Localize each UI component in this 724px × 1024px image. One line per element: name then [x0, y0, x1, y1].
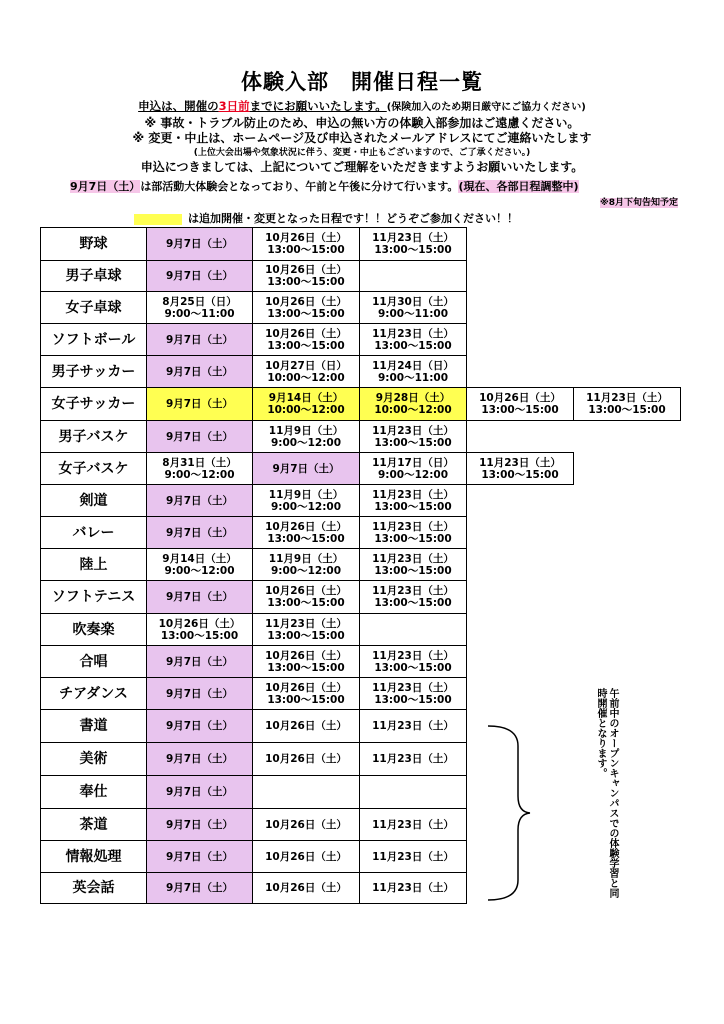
- session-cell: [359, 613, 467, 646]
- session-time: 13:00～15:00: [267, 339, 345, 352]
- session-date: 11月23日（土）: [372, 850, 454, 863]
- session-date: 11月23日（土）: [372, 753, 454, 765]
- club-name: 茶道: [40, 808, 147, 841]
- session-cell: [359, 840, 467, 873]
- session-cell: [146, 808, 253, 841]
- session-cell: [359, 484, 467, 517]
- club-name: 男子卓球: [40, 260, 147, 292]
- session-time: 13:00～15:00: [374, 661, 452, 674]
- session-cell: [252, 742, 360, 776]
- session-date: 10月26日（土）: [265, 327, 347, 340]
- notice-deadline-text2: までにお願いいたします。: [249, 99, 387, 113]
- session-cell: [359, 709, 467, 743]
- session-cell: [146, 580, 253, 614]
- session-date: 10月26日（土）: [479, 392, 561, 404]
- club-name: 英会話: [40, 872, 147, 904]
- club-name: 野球: [40, 227, 147, 261]
- club-name: 女子卓球: [40, 291, 147, 324]
- session-date: 9月7日（土）: [165, 398, 234, 410]
- session-time: 13:00～15:00: [267, 532, 345, 545]
- session-date: 11月30日（土）: [372, 295, 454, 308]
- club-name: 陸上: [40, 548, 147, 581]
- session-date: 10月26日（土）: [265, 818, 347, 831]
- session-time: 10:00～12:00: [267, 371, 345, 384]
- session-cell: [252, 677, 360, 710]
- session-date: 11月23日（土）: [372, 681, 454, 694]
- session-time: 13:00～15:00: [588, 404, 666, 416]
- session-cell: [252, 260, 360, 292]
- session-time: 10:00～12:00: [267, 404, 345, 416]
- session-date: 11月23日（土）: [372, 424, 454, 437]
- session-date: 11月23日（土）: [372, 585, 454, 597]
- session-cell: [252, 808, 360, 841]
- club-name: 男子サッカー: [40, 355, 147, 388]
- session-time: 13:00～15:00: [481, 404, 559, 416]
- session-time: 9:00～12:00: [270, 436, 342, 449]
- session-time: 13:00～15:00: [267, 276, 345, 288]
- notice-deadline-small: (保険加入のため期日厳守にご協力ください): [386, 102, 586, 113]
- club-name: 男子バスケ: [40, 420, 147, 453]
- session-time: 13:00～15:00: [267, 629, 345, 642]
- session-date: 10月26日（土）: [158, 617, 241, 630]
- notice-deadline-text1: 申込は、開催の: [138, 99, 219, 113]
- notice-deadline: [0, 98, 724, 114]
- session-cell: [146, 775, 253, 809]
- session-date: 10月26日（土）: [265, 295, 347, 308]
- session-cell: [252, 323, 360, 356]
- session-date: 10月26日（土）: [265, 720, 347, 732]
- session-cell: [146, 872, 253, 904]
- session-cell: [359, 227, 467, 261]
- session-time: 13:00～15:00: [481, 468, 559, 481]
- side-note: 午前中のオープンキャンパスでの体験学習と同時開催となります。: [595, 688, 618, 898]
- session-cell: [252, 484, 360, 517]
- session-time: 10:00～12:00: [374, 404, 452, 416]
- session-cell: [252, 355, 360, 388]
- session-date: 9月7日（土）: [165, 687, 234, 700]
- session-cell: [146, 548, 253, 581]
- session-cell: [146, 742, 253, 776]
- session-cell: [359, 775, 467, 809]
- session-date: 11月23日（土）: [372, 488, 454, 501]
- session-cell: [359, 548, 467, 581]
- club-name: ソフトボール: [40, 323, 147, 356]
- session-cell: [573, 387, 681, 421]
- session-time: 9:00～12:00: [377, 468, 449, 481]
- session-cell: [252, 645, 360, 678]
- session-date: 9月7日（土）: [165, 850, 234, 863]
- session-cell: [359, 580, 467, 614]
- session-date: 9月7日（土）: [165, 655, 234, 668]
- club-name: 美術: [40, 742, 147, 776]
- session-date: 9月7日（土）: [165, 753, 234, 765]
- session-date: 9月7日（土）: [165, 238, 234, 250]
- session-cell: [252, 775, 360, 809]
- notice-announce: [600, 195, 678, 208]
- session-date: 11月23日（土）: [372, 520, 454, 533]
- session-date: 9月7日（土）: [272, 462, 340, 475]
- notice-deadline-days: 3日前: [218, 99, 250, 113]
- session-cell: [146, 355, 253, 388]
- session-date: 9月7日（土）: [165, 365, 234, 378]
- session-date: 9月7日（土）: [165, 270, 234, 282]
- notice-big-event-status: (現在、各部日程調整中): [458, 180, 579, 193]
- club-name: 女子バスケ: [40, 452, 147, 485]
- session-cell: [466, 452, 574, 485]
- session-date: 9月7日（土）: [165, 591, 234, 603]
- session-date: 11月9日（土）: [268, 424, 344, 437]
- session-time: 13:00～15:00: [374, 500, 452, 513]
- session-date: 8月25日（日）: [162, 295, 237, 308]
- session-cell: [146, 227, 253, 261]
- session-date: 11月23日（土）: [265, 617, 347, 630]
- session-date: 11月23日（土）: [479, 456, 561, 469]
- session-date: 11月23日（土）: [586, 392, 668, 404]
- session-cell: [359, 420, 467, 453]
- notice-big-event: [70, 178, 579, 194]
- session-cell: [146, 840, 253, 873]
- legend-text: は追加開催・変更となった日程です！！どうぞご参加ください！！: [188, 212, 518, 225]
- session-cell: [359, 323, 467, 356]
- session-date: 10月26日（土）: [265, 649, 347, 662]
- session-date: 11月17日（日）: [372, 456, 454, 469]
- session-date: 9月7日（土）: [165, 882, 234, 894]
- notice-announce-text: ※8月下旬告知予定: [599, 198, 678, 208]
- session-date: 10月26日（土）: [265, 681, 347, 694]
- session-date: 10月26日（土）: [265, 264, 347, 276]
- session-date: 8月31日（土）: [162, 456, 237, 469]
- club-name: 女子サッカー: [40, 387, 147, 421]
- session-cell: [359, 516, 467, 549]
- session-cell: [146, 291, 253, 324]
- session-date: 10月27日（日）: [265, 359, 347, 372]
- session-cell: [146, 387, 253, 421]
- notice-understanding: 申込につきましては、上記についてご理解をいただきますようお願いいたします。: [140, 160, 584, 174]
- session-date: 11月23日（土）: [372, 720, 454, 732]
- session-date: 11月9日（土）: [268, 552, 344, 565]
- session-cell: [359, 260, 467, 292]
- session-time: 13:00～15:00: [374, 244, 452, 256]
- session-date: 10月26日（土）: [265, 882, 347, 894]
- session-time: 13:00～15:00: [374, 693, 452, 706]
- session-date: 9月7日（土）: [165, 333, 234, 346]
- club-name: 奉仕: [40, 775, 147, 809]
- session-cell: [146, 613, 253, 646]
- session-date: 9月14日（土）: [268, 392, 344, 404]
- session-cell: [359, 645, 467, 678]
- session-date: 9月7日（土）: [165, 786, 234, 798]
- session-date: 11月23日（土）: [372, 649, 454, 662]
- session-cell: [359, 808, 467, 841]
- session-time: 13:00～15:00: [374, 597, 452, 609]
- bracket-icon: [486, 724, 532, 902]
- session-cell: [252, 840, 360, 873]
- session-cell: [359, 872, 467, 904]
- session-cell: [252, 548, 360, 581]
- session-date: 9月7日（土）: [165, 430, 234, 443]
- session-date: 11月24日（日）: [372, 359, 454, 372]
- legend: [134, 210, 518, 226]
- session-time: 13:00～15:00: [374, 564, 452, 577]
- session-cell: [466, 387, 574, 421]
- session-cell: [252, 580, 360, 614]
- session-date: 10月26日（土）: [265, 520, 347, 533]
- session-cell: [252, 709, 360, 743]
- session-cell: [146, 484, 253, 517]
- session-cell: [252, 452, 360, 485]
- session-cell: [252, 291, 360, 324]
- session-date: 10月26日（土）: [265, 753, 347, 765]
- session-cell: [359, 387, 467, 421]
- session-cell: [146, 452, 253, 485]
- session-date: 10月26日（土）: [265, 585, 347, 597]
- notice-changes: ※ 変更・中止は、ホームページ及び申込されたメールアドレスにてご連絡いたします: [132, 131, 592, 145]
- session-date: 9月28日（土）: [375, 392, 451, 404]
- session-time: 13:00～15:00: [160, 629, 239, 642]
- session-time: 13:00～15:00: [267, 661, 345, 674]
- club-name: 合唱: [40, 645, 147, 678]
- session-date: 11月23日（土）: [372, 818, 454, 831]
- session-time: 13:00～15:00: [267, 244, 345, 256]
- session-time: 13:00～15:00: [267, 597, 345, 609]
- session-cell: [146, 260, 253, 292]
- session-cell: [146, 516, 253, 549]
- notice-changes-detail: (上位大会出場や気象状況に伴う、変更・中止もございますので、ご了承ください。): [193, 148, 531, 158]
- club-name: 剣道: [40, 484, 147, 517]
- session-cell: [252, 872, 360, 904]
- session-cell: [359, 291, 467, 324]
- club-name: バレー: [40, 516, 147, 549]
- session-date: 9月7日（土）: [165, 494, 234, 507]
- session-date: 9月14日（土）: [162, 552, 237, 565]
- session-date: 9月7日（土）: [165, 720, 234, 732]
- session-cell: [252, 420, 360, 453]
- session-cell: [252, 227, 360, 261]
- session-time: 13:00～15:00: [267, 307, 345, 320]
- club-name: 書道: [40, 709, 147, 743]
- session-time: 9:00～12:00: [270, 500, 342, 513]
- session-cell: [359, 742, 467, 776]
- session-date: 11月23日（土）: [372, 552, 454, 565]
- session-date: 11月23日（土）: [372, 327, 454, 340]
- session-cell: [359, 677, 467, 710]
- session-time: 9:00～11:00: [377, 371, 449, 384]
- session-date: 9月7日（土）: [165, 818, 234, 831]
- session-time: 9:00～11:00: [377, 307, 449, 320]
- notice-no-application: ※ 事故・トラブル防止のため、申込の無い方の体験入部参加はご遠慮ください。: [144, 116, 580, 130]
- session-time: 13:00～15:00: [267, 693, 345, 706]
- session-time: 9:00～12:00: [270, 564, 342, 577]
- notice-big-event-text: は部活動大体験会となっており、午前と午後に分けて行います。: [140, 180, 459, 193]
- session-cell: [359, 355, 467, 388]
- club-name: チアダンス: [40, 677, 147, 710]
- session-cell: [146, 645, 253, 678]
- session-cell: [146, 709, 253, 743]
- session-cell: [146, 420, 253, 453]
- session-cell: [252, 387, 360, 421]
- session-date: 10月26日（土）: [265, 232, 347, 244]
- session-time: 13:00～15:00: [374, 339, 452, 352]
- page-title: 体験入部 開催日程一覧: [241, 70, 483, 94]
- notice-big-event-date: 9月7日（土）: [70, 180, 141, 193]
- club-name: ソフトテニス: [40, 580, 147, 614]
- session-time: 13:00～15:00: [374, 532, 452, 545]
- session-cell: [146, 677, 253, 710]
- session-date: 11月23日（土）: [372, 232, 454, 244]
- session-cell: [359, 452, 467, 485]
- session-cell: [146, 323, 253, 356]
- session-time: 13:00～15:00: [374, 436, 452, 449]
- session-cell: [252, 613, 360, 646]
- session-time: 9:00～12:00: [164, 564, 235, 577]
- session-cell: [252, 516, 360, 549]
- club-name: 情報処理: [40, 840, 147, 873]
- session-time: 9:00～12:00: [164, 468, 235, 481]
- session-date: 11月9日（土）: [268, 488, 344, 501]
- session-date: 9月7日（土）: [165, 526, 234, 539]
- session-date: 11月23日（土）: [372, 882, 454, 894]
- legend-yellow-swatch: [134, 214, 182, 225]
- session-time: 9:00～11:00: [164, 307, 235, 320]
- session-date: 10月26日（土）: [265, 850, 347, 863]
- club-name: 吹奏楽: [40, 613, 147, 646]
